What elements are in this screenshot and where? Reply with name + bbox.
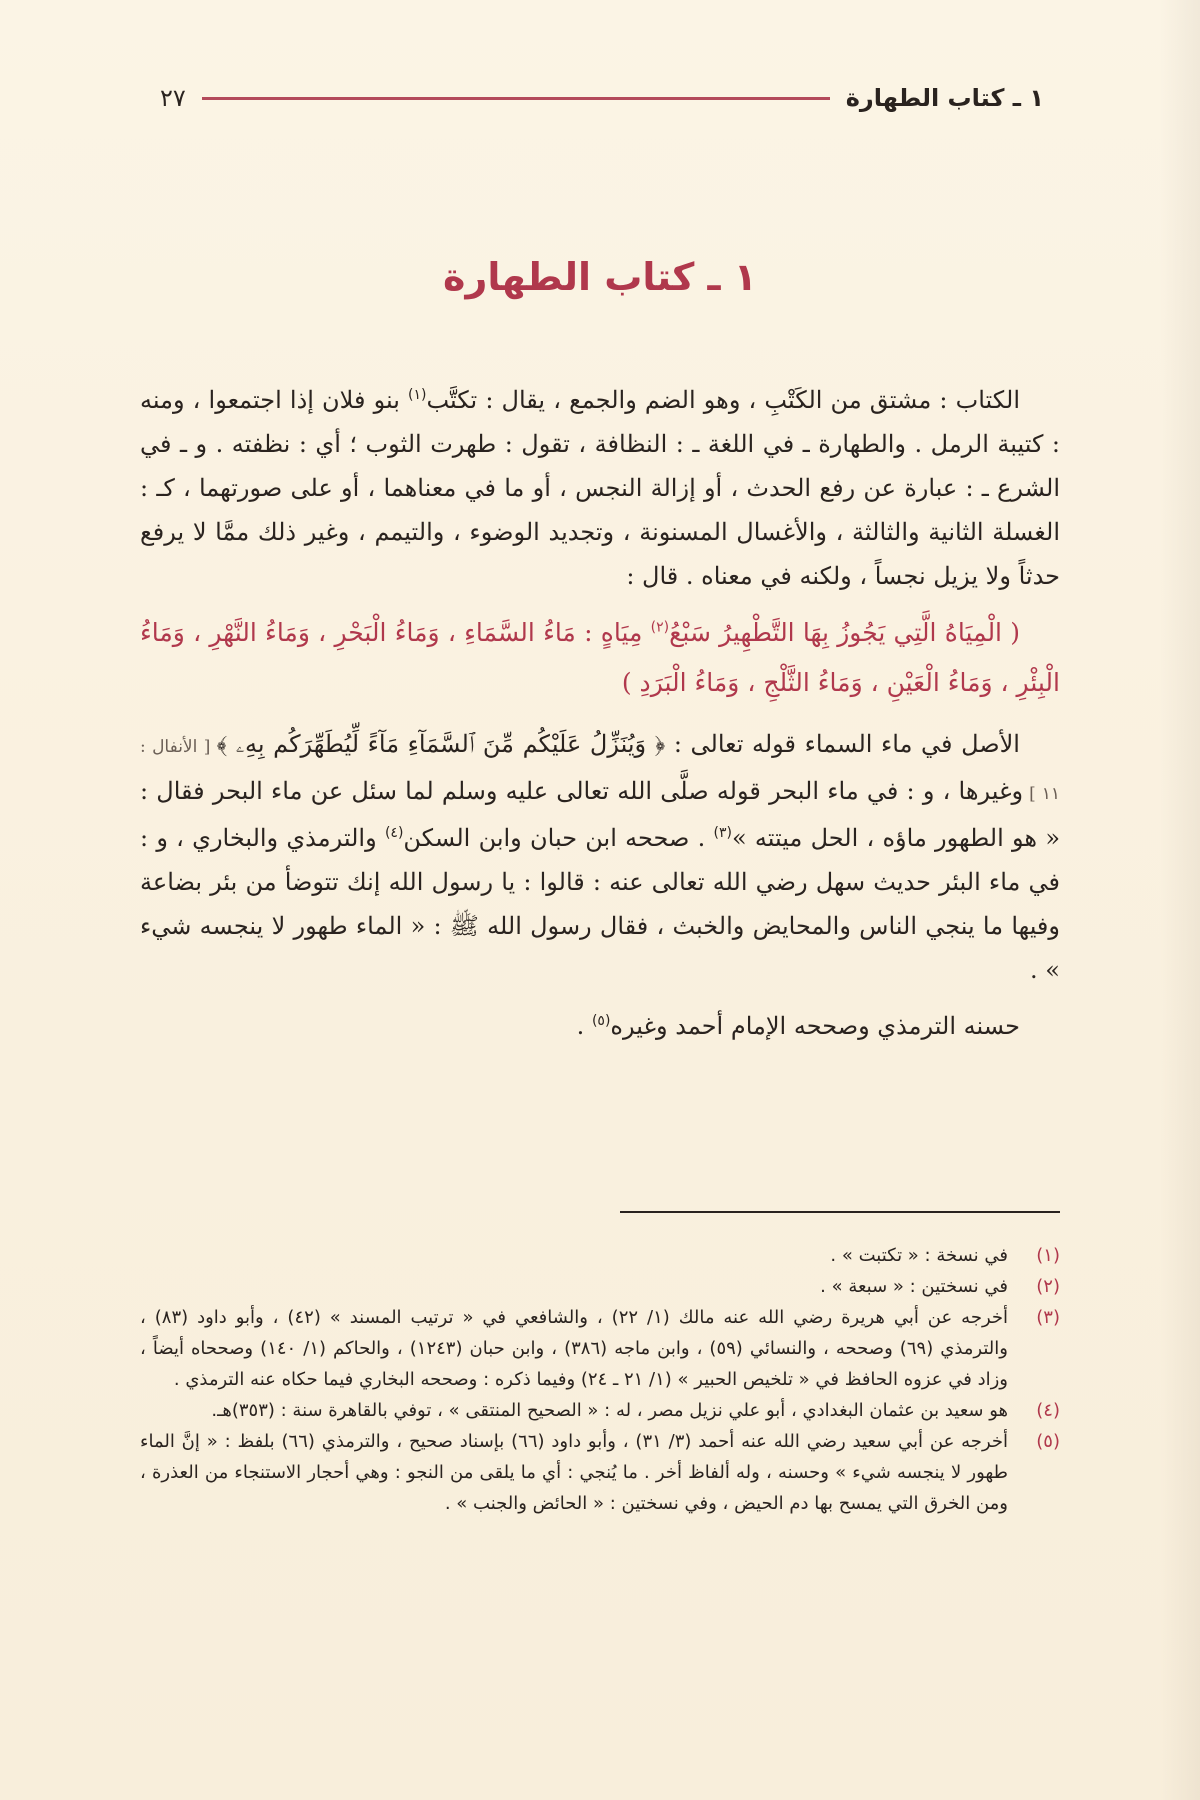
- footnote-text: هو سعيد بن عثمان البغدادي ، أبو علي نزيل مصر ، له : « الصحيح المنتقى » ، توفي بالقاهرة سنة : (٣٥٣)هـ.: [211, 1400, 1008, 1421]
- running-header: [160, 78, 1044, 118]
- footnote-separator: [620, 1211, 1060, 1213]
- footnote-number: (١): [1036, 1245, 1060, 1266]
- footnote-marker-1[interactable]: (١): [408, 387, 427, 403]
- text: والترمذي والبخاري ، و : في ماء البئر حديث سهل رضي الله تعالى عنه : قالوا : يا رسول الله إنك تتوضأ من بئر بضاعة وفيها ما ينجي الناس والمحايض والخبث ، فقال رسول الله ﷺ : « الماء طهور لا ينجسه شيء » .: [140, 824, 1060, 984]
- text: الأصل في ماء السماء قوله تعالى :: [665, 730, 1020, 758]
- text: مِيَاهٍ : مَاءُ السَّمَاءِ ، وَمَاءُ الْبَحْرِ ، وَمَاءُ النَّهْرِ ، وَمَاءُ الْبِئْرِ ، وَمَاءُ الْعَيْنِ ، وَمَاءُ الثَّلْجِ ، وَمَاءُ الْبَرَدِ ): [140, 618, 1060, 697]
- footnote-text: أخرجه عن أبي سعيد رضي الله عنه أحمد (٣/ ٣١) ، وأبو داود (٦٦) بإسناد صحيح ، والترمذي (٦٦) بلفظ : « إنَّ الماء طهور لا ينجسه شيء » وحسنه ، وله ألفاظ أخر . ما يُنجي : أي ما يلقى من النجو : وهي أحجار الاستنجاء من العذرة ، ومن الخرق التي يمسح بها دم الحيض ، وفي نسختين : « الحائض والجنب » .: [140, 1431, 1008, 1514]
- footnote-number: (٤): [1036, 1400, 1060, 1421]
- header-rule: [202, 97, 830, 100]
- footnote-number: (٥): [1036, 1431, 1060, 1452]
- paragraph-grading: [140, 1004, 1060, 1048]
- footnote-marker-5[interactable]: (٥): [591, 1013, 611, 1029]
- running-header-chapter: ١ ـ كتاب الطهارة: [845, 84, 1044, 112]
- footnote-5: [140, 1426, 1060, 1519]
- text: ( الْمِيَاهُ الَّتِي يَجُوزُ بِهَا التَّطْهِيرُ سَبْعُ: [669, 618, 1020, 647]
- footnote-marker-3[interactable]: (٣): [713, 825, 732, 841]
- main-text: [140, 378, 1060, 1048]
- text: بنو فلان إذا اجتمعوا ، ومنه : كتيبة الرمل . والطهارة ـ في اللغة ـ : النظافة ، تقول : طهرت الثوب ؛ أي : نظفته . و ـ في الشرع ـ : عبارة عن رفع الحدث ، أو إزالة النجس ، أو ما في معناهما ، أو على صورتهما ، كـ : الغسلة الثانية والثالثة ، والأغسال المسنونة ، وتجديد الوضوء ، والتيمم ، وغير ذلك ممَّا لا يرفع حدثاً ولا يزيل نجساً ، ولكنه في معناه . قال :: [140, 386, 1060, 590]
- footnotes: [140, 1240, 1060, 1519]
- text: . صححه ابن حبان وابن السكن: [403, 824, 714, 852]
- verse-reference: [ الأنفال : ١١ ]: [140, 737, 1060, 804]
- footnote-text: في نسختين : « سبعة » .: [820, 1276, 1008, 1297]
- page-number: ٢٧: [160, 84, 186, 112]
- text: .: [576, 1012, 592, 1040]
- footnote-number: (٣): [1036, 1307, 1060, 1328]
- matn-text: [140, 608, 1060, 708]
- paragraph-definition: [140, 378, 1060, 598]
- paragraph-evidence: [140, 722, 1060, 992]
- footnote-marker-2[interactable]: (٢): [650, 619, 670, 636]
- footnote-marker-4[interactable]: (٤): [384, 825, 404, 841]
- spacer: [140, 992, 1060, 1004]
- footnote-1: [140, 1240, 1060, 1271]
- footnote-2: [140, 1271, 1060, 1302]
- footnote-3: [140, 1302, 1060, 1395]
- footnote-text: أخرجه عن أبي هريرة رضي الله عنه مالك (١/ ٢٢) ، والشافعي في « ترتيب المسند » (٤٢) ، وأبو داود (٨٣) ، والترمذي (٦٩) وصححه ، والنسائي (٥٩) ، وابن ماجه (٣٨٦) ، وابن حبان (١٢٤٣) ، والحاكم (١/ ١٤٠) وصححاه أيضاً ، وزاد في عزوه الحافظ في « تلخيص الحبير » (١/ ٢١ ـ ٢٤) وفيما ذكره : وصححه البخاري فيما حكاه عنه الترمذي .: [140, 1307, 1009, 1390]
- chapter-title: ١ ـ كتاب الطهارة: [443, 255, 757, 299]
- text: حسنه الترمذي وصححه الإمام أحمد وغيره: [610, 1012, 1020, 1040]
- text: وغيرها ، و : في ماء البحر قوله صلَّى الله تعالى عليه وسلم لما سئل عن ماء البحر فقال : « هو الطهور ماؤه ، الحل ميتته »: [140, 777, 1061, 852]
- footnote-4: [140, 1395, 1060, 1426]
- quran-verse: ﴿ وَيُنَزِّلُ عَلَيْكُم مِّنَ ٱلسَّمَآءِ مَآءً لِّيُطَهِّرَكُم بِهِۦ ﴾: [216, 730, 666, 758]
- footnote-text: في نسخة : « تكتبت » .: [830, 1245, 1008, 1266]
- footnote-number: (٢): [1036, 1276, 1060, 1297]
- text: الكتاب : مشتق من الكَتْبِ ، وهو الضم والجمع ، يقال : تكتَّب: [426, 386, 1021, 414]
